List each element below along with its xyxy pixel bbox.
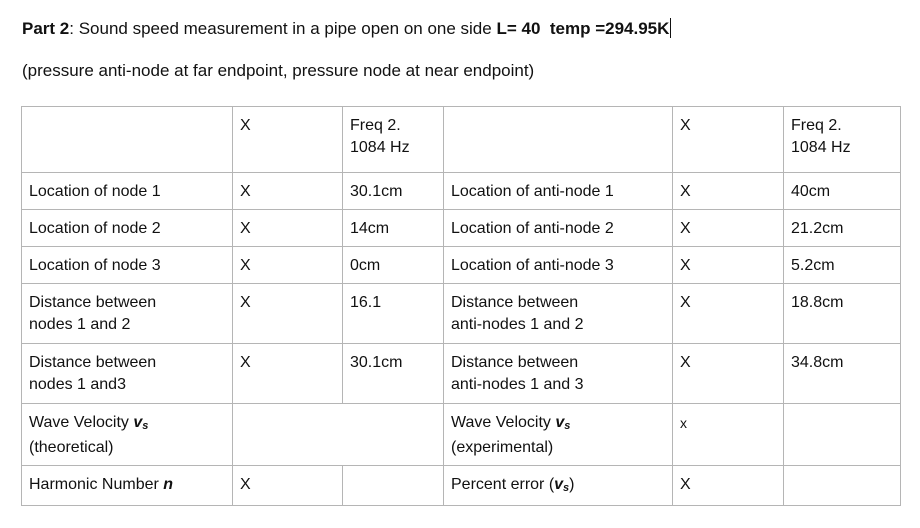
table-cell[interactable] [22, 344, 233, 404]
row-label-line2: anti-nodes 1 and 2 [451, 316, 584, 333]
table-cell[interactable]: x [673, 404, 784, 466]
row-label-line1: Wave Velocity [29, 414, 134, 431]
row-label-line2: anti-nodes 1 and 3 [451, 376, 584, 393]
table-cell[interactable] [784, 466, 901, 506]
table-cell[interactable] [444, 404, 673, 466]
table-cell[interactable]: 18.8cm [784, 284, 901, 344]
row-label-line1: Distance between [451, 294, 579, 311]
table-cell[interactable]: Location of anti-node 3 [444, 247, 673, 284]
table-cell[interactable]: X [233, 107, 343, 173]
table-cell[interactable]: X [673, 466, 784, 506]
table-row [22, 210, 901, 247]
table-cell[interactable]: X [673, 107, 784, 173]
freq-title: Freq 2. [350, 117, 401, 134]
velocity-subscript: s [564, 420, 571, 432]
table-cell[interactable]: X [233, 173, 343, 210]
row-label: Harmonic Number [29, 476, 164, 493]
table-cell[interactable]: 5.2cm [784, 247, 901, 284]
part-label: Part 2 [22, 19, 70, 38]
table-cell[interactable]: 40cm [784, 173, 901, 210]
table-cell[interactable] [444, 107, 673, 173]
measurement-table [21, 106, 901, 506]
table-cell[interactable]: 0cm [343, 247, 444, 284]
table-cell[interactable]: 21.2cm [784, 210, 901, 247]
length-label: L= 40 [496, 19, 541, 38]
table-cell[interactable]: 16.1 [343, 284, 444, 344]
row-label-line2: (experimental) [451, 439, 554, 456]
freq2-value: 1084 Hz [791, 139, 851, 156]
table-cell[interactable]: Location of node 3 [22, 247, 233, 284]
table-cell[interactable]: X [673, 173, 784, 210]
velocity-row [22, 404, 901, 466]
table-cell[interactable] [444, 284, 673, 344]
row-label-line1: Distance between [29, 294, 157, 311]
text-cursor [670, 18, 671, 38]
freq2-title: Freq 2. [791, 117, 842, 134]
table-cell[interactable] [444, 466, 673, 506]
table-cell[interactable]: Location of node 1 [22, 173, 233, 210]
row-label-line2: (theoretical) [29, 439, 114, 456]
row-label-close: ) [569, 476, 575, 493]
row-label-line2: nodes 1 and3 [29, 376, 126, 393]
table-cell[interactable]: X [233, 210, 343, 247]
freq-value: 1084 Hz [350, 139, 410, 156]
harmonic-symbol: n [163, 476, 174, 493]
table-cell[interactable]: X [673, 247, 784, 284]
table-row [22, 284, 901, 344]
table-cell[interactable] [343, 466, 444, 506]
table-row [22, 247, 901, 284]
table-cell[interactable]: Location of anti-node 2 [444, 210, 673, 247]
table-cell[interactable]: X [233, 247, 343, 284]
temp-label: temp =294.95K [549, 19, 670, 38]
heading-title: : Sound speed measurement in a pipe open on one side [69, 19, 497, 38]
table-cell[interactable] [22, 404, 233, 466]
table-cell[interactable] [784, 107, 901, 173]
velocity-subscript: s [142, 420, 149, 432]
table-cell[interactable]: X [233, 284, 343, 344]
table-cell[interactable] [444, 344, 673, 404]
table-row [22, 344, 901, 404]
table-cell[interactable] [343, 107, 444, 173]
table-cell[interactable] [22, 107, 233, 173]
row-label-line1: Distance between [451, 354, 579, 371]
table-cell[interactable]: 30.1cm [343, 173, 444, 210]
table-cell[interactable]: 34.8cm [784, 344, 901, 404]
table-cell[interactable] [22, 466, 233, 506]
row-label-line2: nodes 1 and 2 [29, 316, 131, 333]
table-cell[interactable]: 30.1cm [343, 344, 444, 404]
table-cell[interactable]: X [673, 210, 784, 247]
table-cell[interactable]: Location of anti-node 1 [444, 173, 673, 210]
table-row [22, 173, 901, 210]
row-label-line1: Distance between [29, 354, 157, 371]
table-cell[interactable]: X [673, 344, 784, 404]
table-cell[interactable]: X [233, 466, 343, 506]
row-label-line1: Wave Velocity [451, 414, 556, 431]
table-cell[interactable]: 14cm [343, 210, 444, 247]
table-cell[interactable] [22, 284, 233, 344]
table-cell[interactable] [233, 404, 444, 466]
table-cell[interactable]: X [673, 284, 784, 344]
table-cell[interactable] [784, 404, 901, 466]
harmonic-row [22, 466, 901, 506]
table-cell[interactable]: Location of node 2 [22, 210, 233, 247]
row-label: Percent error ( [451, 476, 555, 493]
velocity-symbol: v [555, 414, 565, 431]
table-header-row [22, 107, 901, 173]
page-heading [22, 18, 671, 39]
velocity-subscript: s [563, 482, 570, 494]
table-cell[interactable]: X [233, 344, 343, 404]
page-subheading: (pressure anti-node at far endpoint, pressure node at near endpoint) [22, 61, 535, 80]
velocity-symbol: v [133, 414, 143, 431]
velocity-symbol: v [554, 476, 564, 493]
